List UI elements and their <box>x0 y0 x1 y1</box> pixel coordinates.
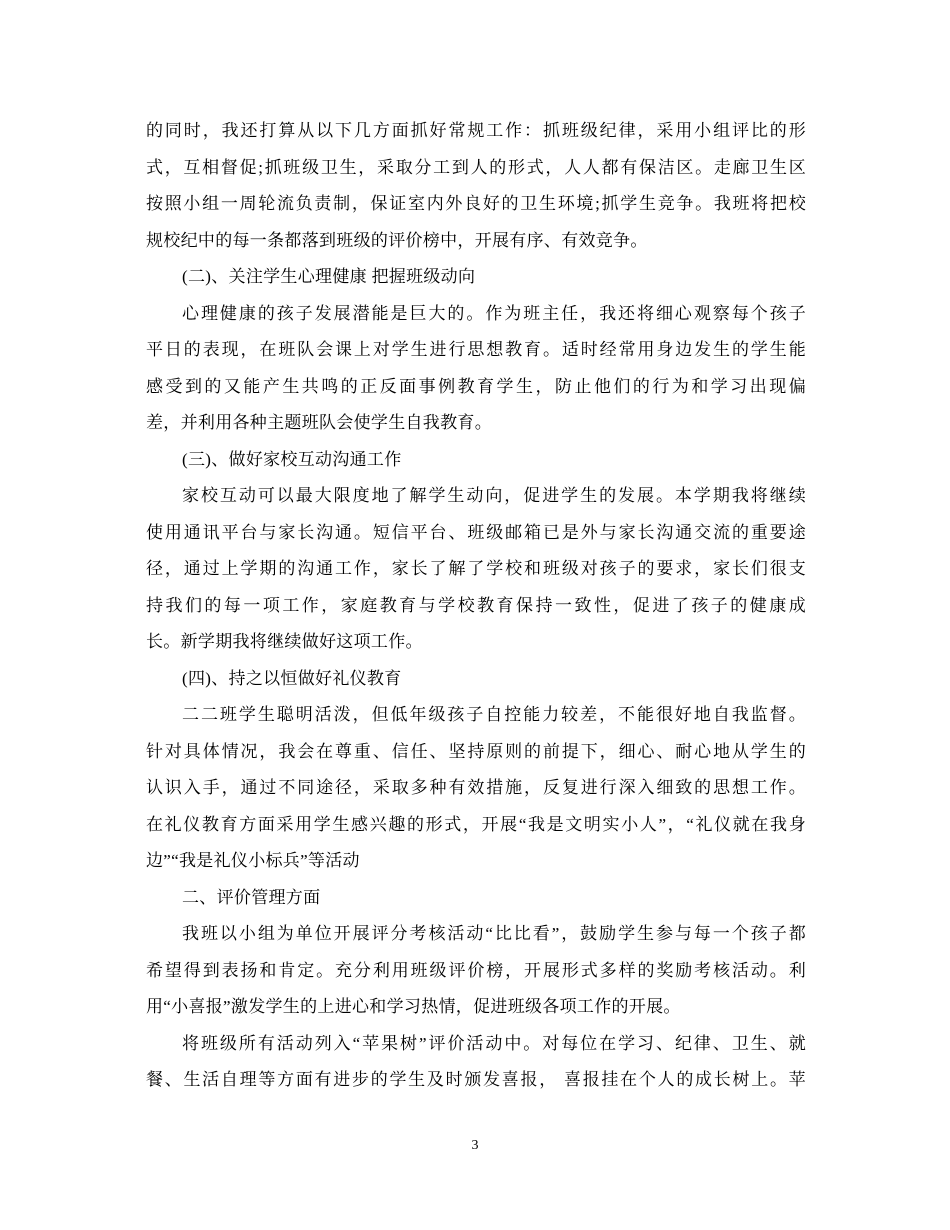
text-line: 长。新学期我将继续做好这项工作。 <box>146 632 423 651</box>
text-line: 家校互动可以最大限度地了解学生动向，促进学生的发展。本学期我将继续 <box>182 486 806 505</box>
text-line: 规校纪中的每一条都落到班级的评价榜中，开展有序、有效竞争。 <box>146 230 648 250</box>
page-number: 3 <box>471 1138 479 1153</box>
section-heading: (三)、做好家校互动沟通工作 <box>182 449 402 469</box>
text-line: 感受到的又能产生共鸣的正反面事例教育学生，防止他们的行为和学习出现偏 <box>146 376 806 396</box>
text-line: 用“小喜报”激发学生的上进心和学习热情，促进班级各项工作的开展。 <box>146 997 681 1016</box>
text-line: 差，并利用各种主题班队会使学生自我教育。 <box>146 413 492 432</box>
text-line: 将班级所有活动列入“苹果树”评价活动中。对每位在学习、纪律、卫生、就 <box>182 1033 806 1053</box>
text-line: 平日的表现，在班队会课上对学生进行思想教育。适时经常用身边发生的学生能 <box>146 340 806 359</box>
text-line: 使用通讯平台与家长沟通。短信平台、班级邮箱已是外与家长沟通交流的重要途 <box>146 522 806 542</box>
text-line: 希望得到表扬和肯定。充分利用班级评价榜，开展形式多样的奖励考核活动。利 <box>146 960 806 980</box>
body-text <box>146 113 806 1099</box>
text-line: 按照小组一周轮流负责制，保证室内外良好的卫生环境;抓学生竞争。我班将把校 <box>146 194 806 213</box>
text-line: 我班以小组为单位开展评分考核活动“比比看”，鼓励学生参与每一个孩子都 <box>182 924 806 943</box>
text-line: 针对具体情况，我会在尊重、信任、坚持原则的前提下，细心、耐心地从学生的 <box>146 741 806 761</box>
text-line: 在礼仪教育方面采用学生感兴趣的形式，开展“我是文明实小人”，“礼仪就在我身 <box>146 814 806 834</box>
section-heading: 二、评价管理方面 <box>182 887 321 907</box>
text-line: 心理健康的孩子发展潜能是巨大的。作为班主任，我还将细心观察每个孩子 <box>182 303 806 323</box>
text-line: 径，通过上学期的沟通工作，家长了解了学校和班级对孩子的要求，家长们很支 <box>146 559 806 578</box>
text-line: 认识入手，通过不同途径，采取多种有效措施，反复进行深入细致的思想工作。 <box>146 778 806 797</box>
text-line: 二二班学生聪明活泼，但低年级孩子自控能力较差，不能很好地自我监督。 <box>182 705 806 724</box>
text-line: 持我们的每一项工作，家庭教育与学校教育保持一致性，促进了孩子的健康成 <box>146 595 806 615</box>
section-heading: (四)、持之以恒做好礼仪教育 <box>182 668 402 688</box>
section-heading: (二)、关注学生心理健康 把握班级动向 <box>182 267 476 286</box>
text-line: 式，互相督促;抓班级卫生，采取分工到人的形式，人人都有保洁区。走廊卫生区 <box>146 157 806 177</box>
text-line: 餐、生活自理等方面有进步的学生及时颁发喜报， 喜报挂在个人的成长树上。苹 <box>146 1070 806 1089</box>
text-line: 边”“我是礼仪小标兵”等活动 <box>146 851 360 870</box>
text-line: 的同时，我还打算从以下几方面抓好常规工作：抓班级纪律，采用小组评比的形 <box>146 121 806 140</box>
